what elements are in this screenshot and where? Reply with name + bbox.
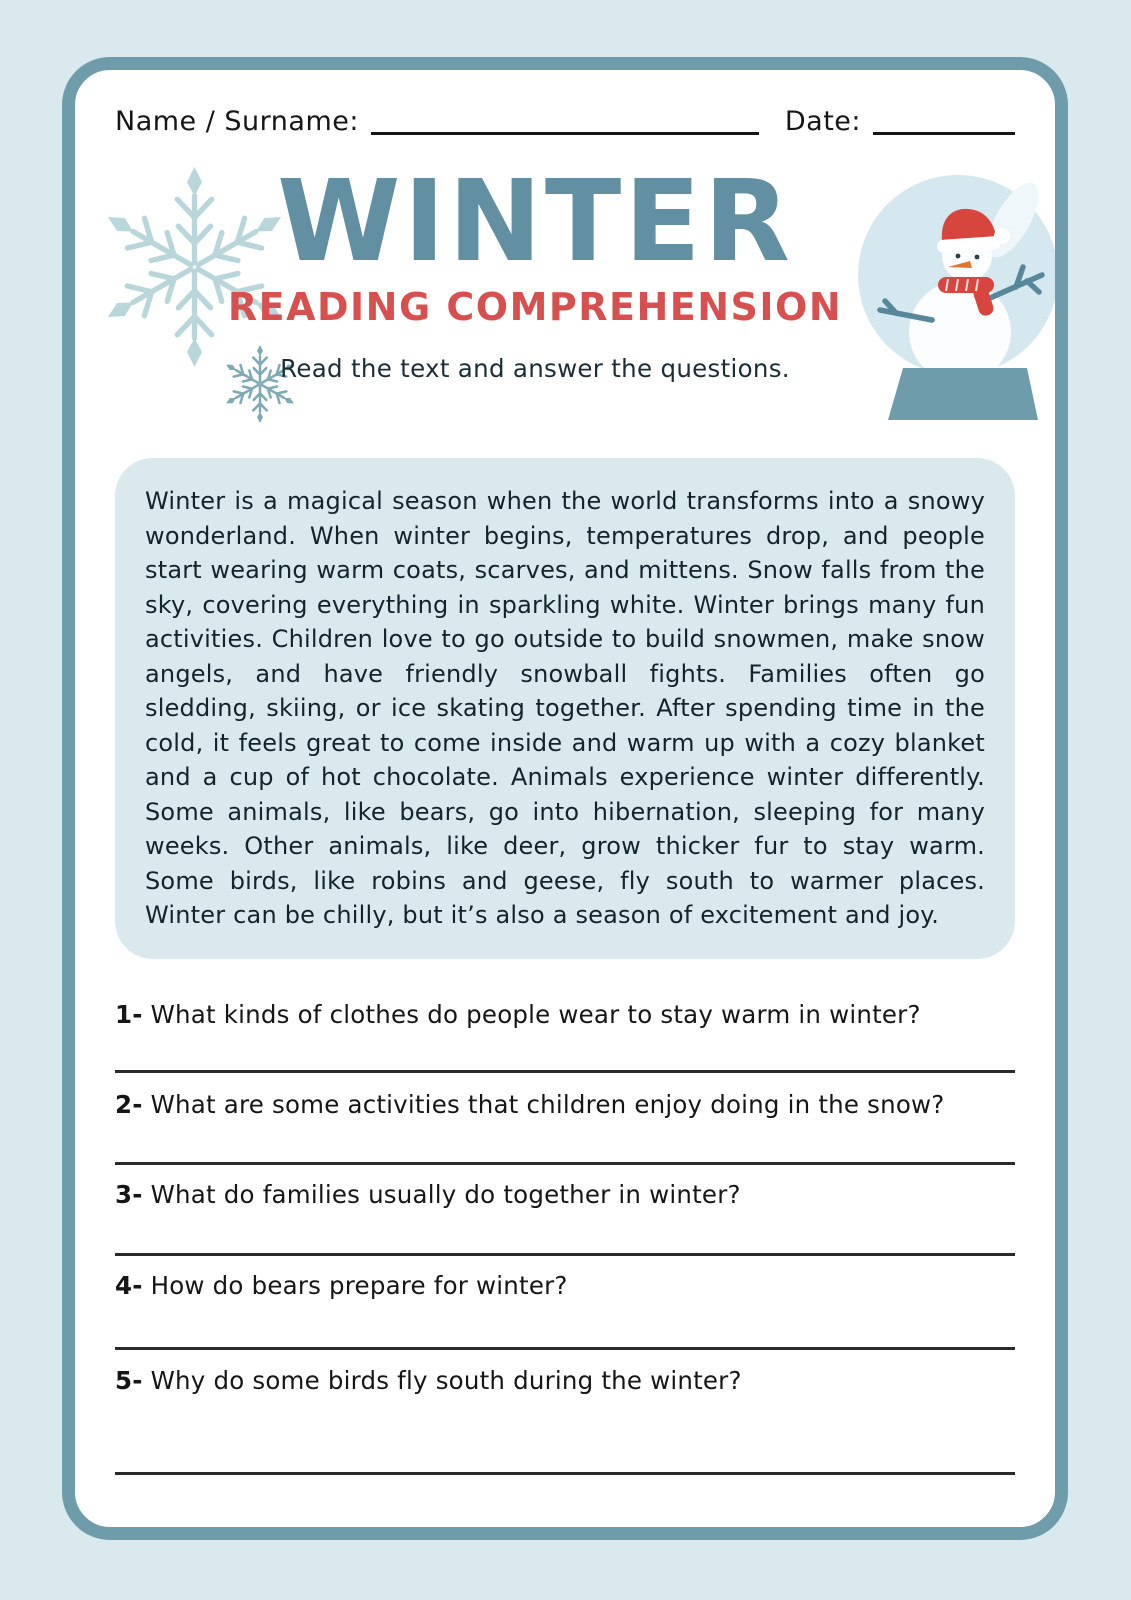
question-1 [115,1000,1015,1029]
date-fill-in-line[interactable] [873,98,1015,135]
answer-line-1[interactable] [115,1070,1015,1073]
page-subtitle: READING COMPREHENSION [227,285,843,329]
question-3 [115,1180,1015,1209]
question-4 [115,1271,1015,1300]
question-4-text: How do bears prepare for winter? [150,1271,568,1300]
answer-line-2[interactable] [115,1162,1015,1165]
question-5 [115,1366,1015,1395]
worksheet-card-content [75,70,1055,1527]
question-2-number: 2- [115,1090,143,1119]
question-1-number: 1- [115,1000,143,1029]
date-label: Date: [784,106,861,137]
name-fill-in-line[interactable] [371,98,759,135]
question-5-text: Why do some birds fly south during the winter? [150,1366,742,1395]
question-4-number: 4- [115,1271,143,1300]
answer-line-3[interactable] [115,1253,1015,1256]
question-2-text: What are some activities that children enjoy doing in the snow? [150,1090,945,1119]
question-3-text: What do families usually do together in winter? [150,1180,741,1209]
question-2 [115,1090,1015,1119]
answer-line-5[interactable] [115,1472,1015,1475]
instruction-text: Read the text and answer the questions. [280,354,790,383]
header-row [115,98,1015,137]
answer-line-4[interactable] [115,1347,1015,1350]
name-label: Name / Surname: [115,106,359,137]
question-5-number: 5- [115,1366,143,1395]
question-3-number: 3- [115,1180,143,1209]
worksheet-card [62,57,1068,1540]
title-block [75,157,995,383]
question-1-text: What kinds of clothes do people wear to stay warm in winter? [150,1000,921,1029]
page-title: WINTER [276,157,794,287]
reading-passage: Winter is a magical season when the world transforms into a snowy wonderland. When winter begins, temperatures drop, and people start wearing warm coats, scarves, and mittens. Snow falls from the sky, covering everything in sparkling white. Winter brings many fun activities. Children love to go outside to build snowmen, make snow angels, and have friendly snowball fights. Families often go sledding, skiing, or ice skating together. After spending time in the cold, it feels great to come inside and warm up with a cozy blanket and a cup of hot chocolate. Animals experience winter differently. Some animals, like bears, go into hibernation, sleeping for many weeks. Other animals, like deer, grow thicker fur to stay warm. Some birds, like robins and geese, fly south to warmer places. Winter can be chilly, but it’s also a season of excitement and joy. [115,458,1015,959]
